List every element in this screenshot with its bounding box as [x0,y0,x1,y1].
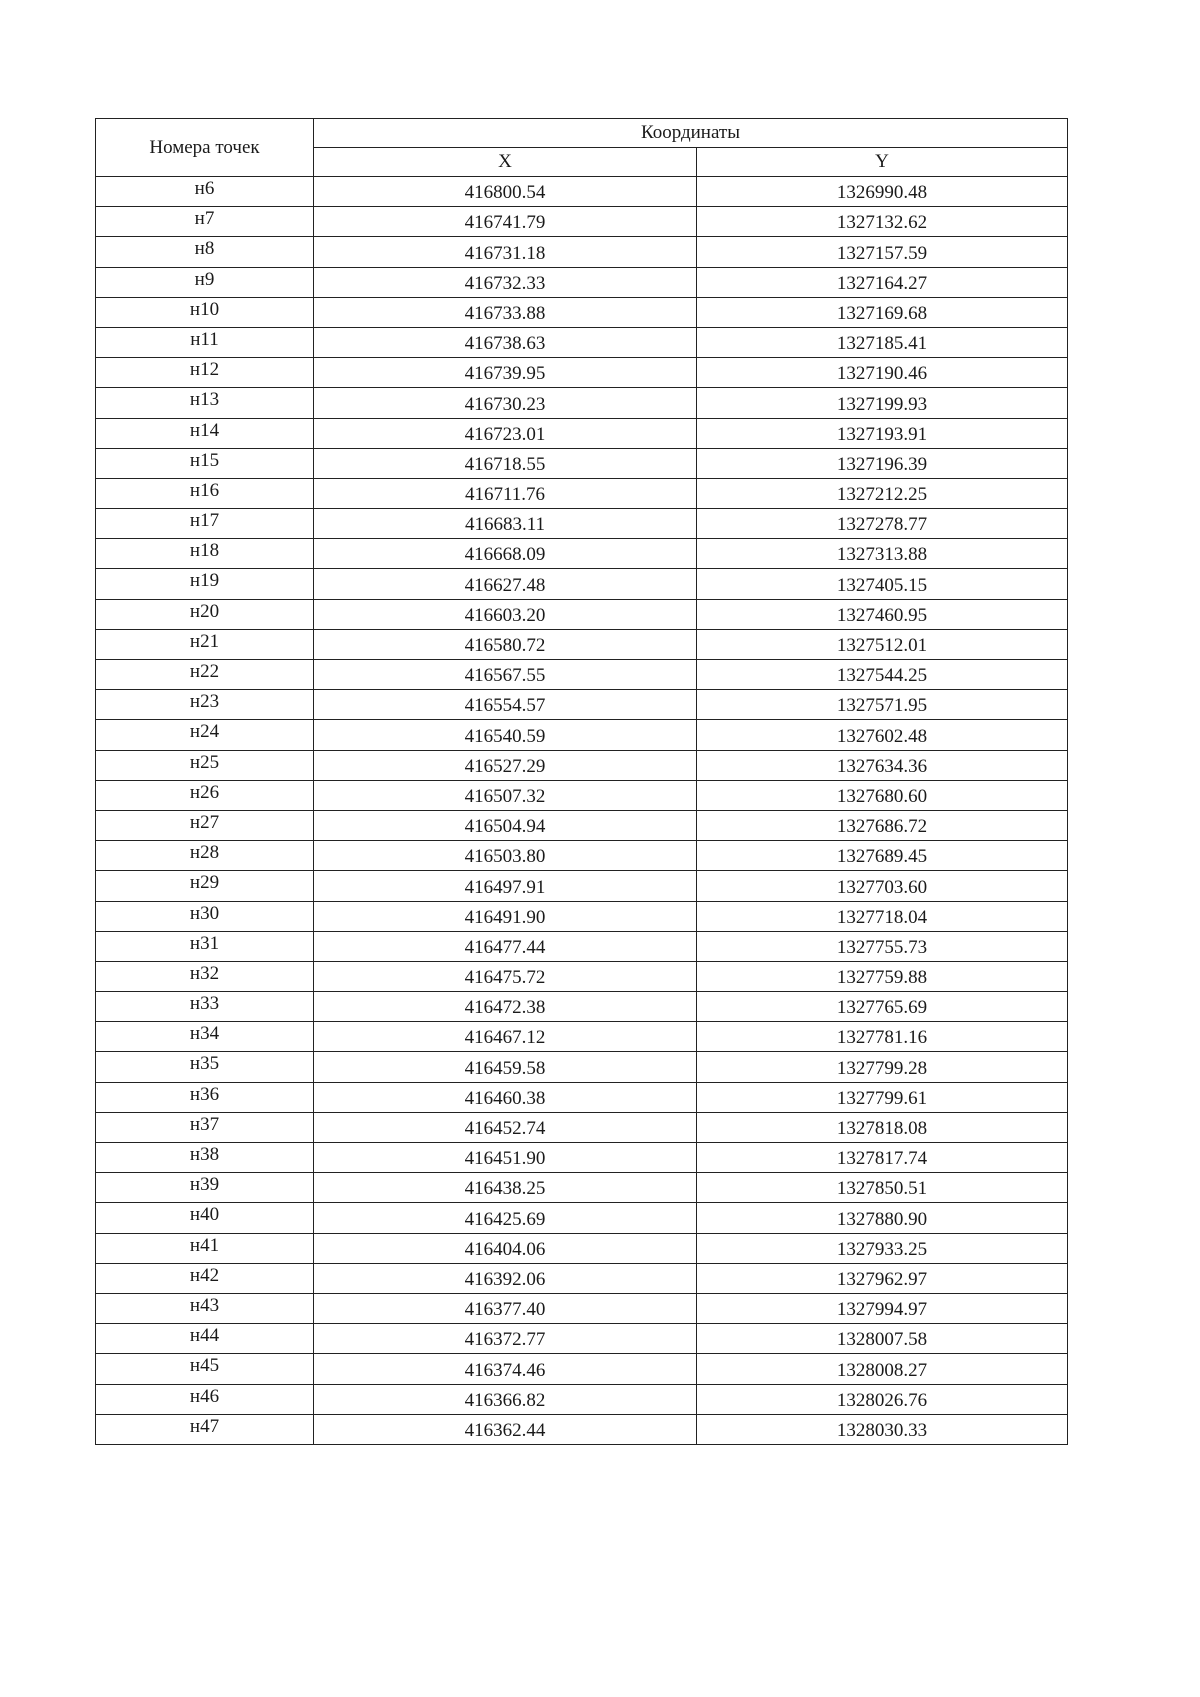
header-row-1 [96,119,1068,148]
point-number-cell: н44 [96,1324,314,1354]
y-coordinate-cell: 1327196.39 [697,448,1068,478]
y-coordinate-cell: 1327703.60 [697,871,1068,901]
table-row [96,207,1068,237]
y-coordinate-cell: 1328008.27 [697,1354,1068,1384]
point-number-cell: н40 [96,1203,314,1233]
x-coordinate-cell: 416460.38 [314,1082,697,1112]
point-number-cell: н32 [96,961,314,991]
y-coordinate-cell: 1327880.90 [697,1203,1068,1233]
x-coordinate-cell: 416497.91 [314,871,697,901]
table-row [96,1143,1068,1173]
point-number-cell: н47 [96,1414,314,1444]
header-y: Y [697,148,1068,177]
y-coordinate-cell: 1327718.04 [697,901,1068,931]
x-coordinate-cell: 416372.77 [314,1324,697,1354]
y-coordinate-cell: 1327799.28 [697,1052,1068,1082]
table-row [96,1414,1068,1444]
table-row [96,660,1068,690]
point-number-cell: н10 [96,297,314,327]
table-row [96,599,1068,629]
table-row [96,327,1068,357]
table-row [96,871,1068,901]
table-row [96,1263,1068,1293]
point-number-cell: н30 [96,901,314,931]
y-coordinate-cell: 1327190.46 [697,358,1068,388]
point-number-cell: н42 [96,1263,314,1293]
x-coordinate-cell: 416711.76 [314,478,697,508]
point-number-cell: н39 [96,1173,314,1203]
point-number-cell: н46 [96,1384,314,1414]
y-coordinate-cell: 1327759.88 [697,961,1068,991]
y-coordinate-cell: 1327680.60 [697,780,1068,810]
x-coordinate-cell: 416603.20 [314,599,697,629]
table-row [96,841,1068,871]
y-coordinate-cell: 1327994.97 [697,1293,1068,1323]
y-coordinate-cell: 1327132.62 [697,207,1068,237]
table-row [96,509,1068,539]
y-coordinate-cell: 1327571.95 [697,690,1068,720]
point-number-cell: н25 [96,750,314,780]
x-coordinate-cell: 416718.55 [314,448,697,478]
x-coordinate-cell: 416800.54 [314,177,697,207]
table-row [96,931,1068,961]
point-number-cell: н7 [96,207,314,237]
table-row [96,297,1068,327]
x-coordinate-cell: 416504.94 [314,810,697,840]
y-coordinate-cell: 1327765.69 [697,992,1068,1022]
y-coordinate-cell: 1327157.59 [697,237,1068,267]
x-coordinate-cell: 416366.82 [314,1384,697,1414]
table-row [96,992,1068,1022]
point-number-cell: н26 [96,780,314,810]
table-row [96,1354,1068,1384]
y-coordinate-cell: 1327544.25 [697,660,1068,690]
x-coordinate-cell: 416668.09 [314,539,697,569]
x-coordinate-cell: 416477.44 [314,931,697,961]
x-coordinate-cell: 416475.72 [314,961,697,991]
x-coordinate-cell: 416459.58 [314,1052,697,1082]
x-coordinate-cell: 416627.48 [314,569,697,599]
point-number-cell: н23 [96,690,314,720]
y-coordinate-cell: 1326990.48 [697,177,1068,207]
x-coordinate-cell: 416451.90 [314,1143,697,1173]
point-number-cell: н31 [96,931,314,961]
y-coordinate-cell: 1327512.01 [697,629,1068,659]
table-row [96,388,1068,418]
x-coordinate-cell: 416739.95 [314,358,697,388]
x-coordinate-cell: 416374.46 [314,1354,697,1384]
table-row [96,1233,1068,1263]
y-coordinate-cell: 1327212.25 [697,478,1068,508]
x-coordinate-cell: 416491.90 [314,901,697,931]
x-coordinate-cell: 416452.74 [314,1112,697,1142]
point-number-cell: н28 [96,841,314,871]
x-coordinate-cell: 416527.29 [314,750,697,780]
x-coordinate-cell: 416723.01 [314,418,697,448]
table-row [96,237,1068,267]
table-row [96,1293,1068,1323]
table-row [96,1324,1068,1354]
table-row [96,1052,1068,1082]
point-number-cell: н41 [96,1233,314,1263]
table-row [96,478,1068,508]
y-coordinate-cell: 1327164.27 [697,267,1068,297]
y-coordinate-cell: 1327755.73 [697,931,1068,961]
table-row [96,358,1068,388]
table-row [96,690,1068,720]
point-number-cell: н16 [96,478,314,508]
point-number-cell: н18 [96,539,314,569]
point-number-cell: н6 [96,177,314,207]
y-coordinate-cell: 1327962.97 [697,1263,1068,1293]
table-body [96,177,1068,1445]
y-coordinate-cell: 1327799.61 [697,1082,1068,1112]
point-number-cell: н29 [96,871,314,901]
y-coordinate-cell: 1327193.91 [697,418,1068,448]
y-coordinate-cell: 1327199.93 [697,388,1068,418]
x-coordinate-cell: 416404.06 [314,1233,697,1263]
x-coordinate-cell: 416467.12 [314,1022,697,1052]
y-coordinate-cell: 1327185.41 [697,327,1068,357]
table-row [96,267,1068,297]
y-coordinate-cell: 1327686.72 [697,810,1068,840]
x-coordinate-cell: 416377.40 [314,1293,697,1323]
x-coordinate-cell: 416683.11 [314,509,697,539]
table-row [96,720,1068,750]
point-number-cell: н38 [96,1143,314,1173]
x-coordinate-cell: 416731.18 [314,237,697,267]
table-row [96,961,1068,991]
point-number-cell: н24 [96,720,314,750]
header-point-numbers: Номера точек [96,119,314,177]
point-number-cell: н22 [96,660,314,690]
table-row [96,780,1068,810]
x-coordinate-cell: 416580.72 [314,629,697,659]
table-row [96,1384,1068,1414]
table-row [96,1173,1068,1203]
point-number-cell: н14 [96,418,314,448]
table-row [96,901,1068,931]
point-number-cell: н9 [96,267,314,297]
table-row [96,1112,1068,1142]
x-coordinate-cell: 416392.06 [314,1263,697,1293]
x-coordinate-cell: 416741.79 [314,207,697,237]
point-number-cell: н35 [96,1052,314,1082]
x-coordinate-cell: 416425.69 [314,1203,697,1233]
y-coordinate-cell: 1327689.45 [697,841,1068,871]
x-coordinate-cell: 416738.63 [314,327,697,357]
table-row [96,539,1068,569]
y-coordinate-cell: 1327817.74 [697,1143,1068,1173]
point-number-cell: н15 [96,448,314,478]
table-row [96,750,1068,780]
y-coordinate-cell: 1327602.48 [697,720,1068,750]
header-coordinates: Координаты [314,119,1068,148]
table-row [96,810,1068,840]
header-x: X [314,148,697,177]
table-header [96,119,1068,177]
point-number-cell: н11 [96,327,314,357]
point-number-cell: н19 [96,569,314,599]
point-number-cell: н37 [96,1112,314,1142]
y-coordinate-cell: 1327313.88 [697,539,1068,569]
x-coordinate-cell: 416362.44 [314,1414,697,1444]
y-coordinate-cell: 1327169.68 [697,297,1068,327]
y-coordinate-cell: 1327850.51 [697,1173,1068,1203]
x-coordinate-cell: 416730.23 [314,388,697,418]
point-number-cell: н21 [96,629,314,659]
table-row [96,1203,1068,1233]
x-coordinate-cell: 416540.59 [314,720,697,750]
table-row [96,569,1068,599]
y-coordinate-cell: 1327460.95 [697,599,1068,629]
y-coordinate-cell: 1328030.33 [697,1414,1068,1444]
x-coordinate-cell: 416733.88 [314,297,697,327]
y-coordinate-cell: 1327818.08 [697,1112,1068,1142]
x-coordinate-cell: 416507.32 [314,780,697,810]
point-number-cell: н17 [96,509,314,539]
x-coordinate-cell: 416554.57 [314,690,697,720]
x-coordinate-cell: 416567.55 [314,660,697,690]
table-row [96,1022,1068,1052]
point-number-cell: н13 [96,388,314,418]
point-number-cell: н8 [96,237,314,267]
coordinates-table [95,118,1068,1445]
table-row [96,418,1068,448]
x-coordinate-cell: 416503.80 [314,841,697,871]
y-coordinate-cell: 1328026.76 [697,1384,1068,1414]
point-number-cell: н36 [96,1082,314,1112]
point-number-cell: н20 [96,599,314,629]
point-number-cell: н27 [96,810,314,840]
table-row [96,177,1068,207]
x-coordinate-cell: 416472.38 [314,992,697,1022]
x-coordinate-cell: 416438.25 [314,1173,697,1203]
table-row [96,1082,1068,1112]
y-coordinate-cell: 1327781.16 [697,1022,1068,1052]
point-number-cell: н43 [96,1293,314,1323]
y-coordinate-cell: 1327634.36 [697,750,1068,780]
point-number-cell: н34 [96,1022,314,1052]
y-coordinate-cell: 1328007.58 [697,1324,1068,1354]
table-row [96,629,1068,659]
x-coordinate-cell: 416732.33 [314,267,697,297]
y-coordinate-cell: 1327405.15 [697,569,1068,599]
point-number-cell: н45 [96,1354,314,1384]
y-coordinate-cell: 1327933.25 [697,1233,1068,1263]
table-row [96,448,1068,478]
point-number-cell: н33 [96,992,314,1022]
point-number-cell: н12 [96,358,314,388]
y-coordinate-cell: 1327278.77 [697,509,1068,539]
